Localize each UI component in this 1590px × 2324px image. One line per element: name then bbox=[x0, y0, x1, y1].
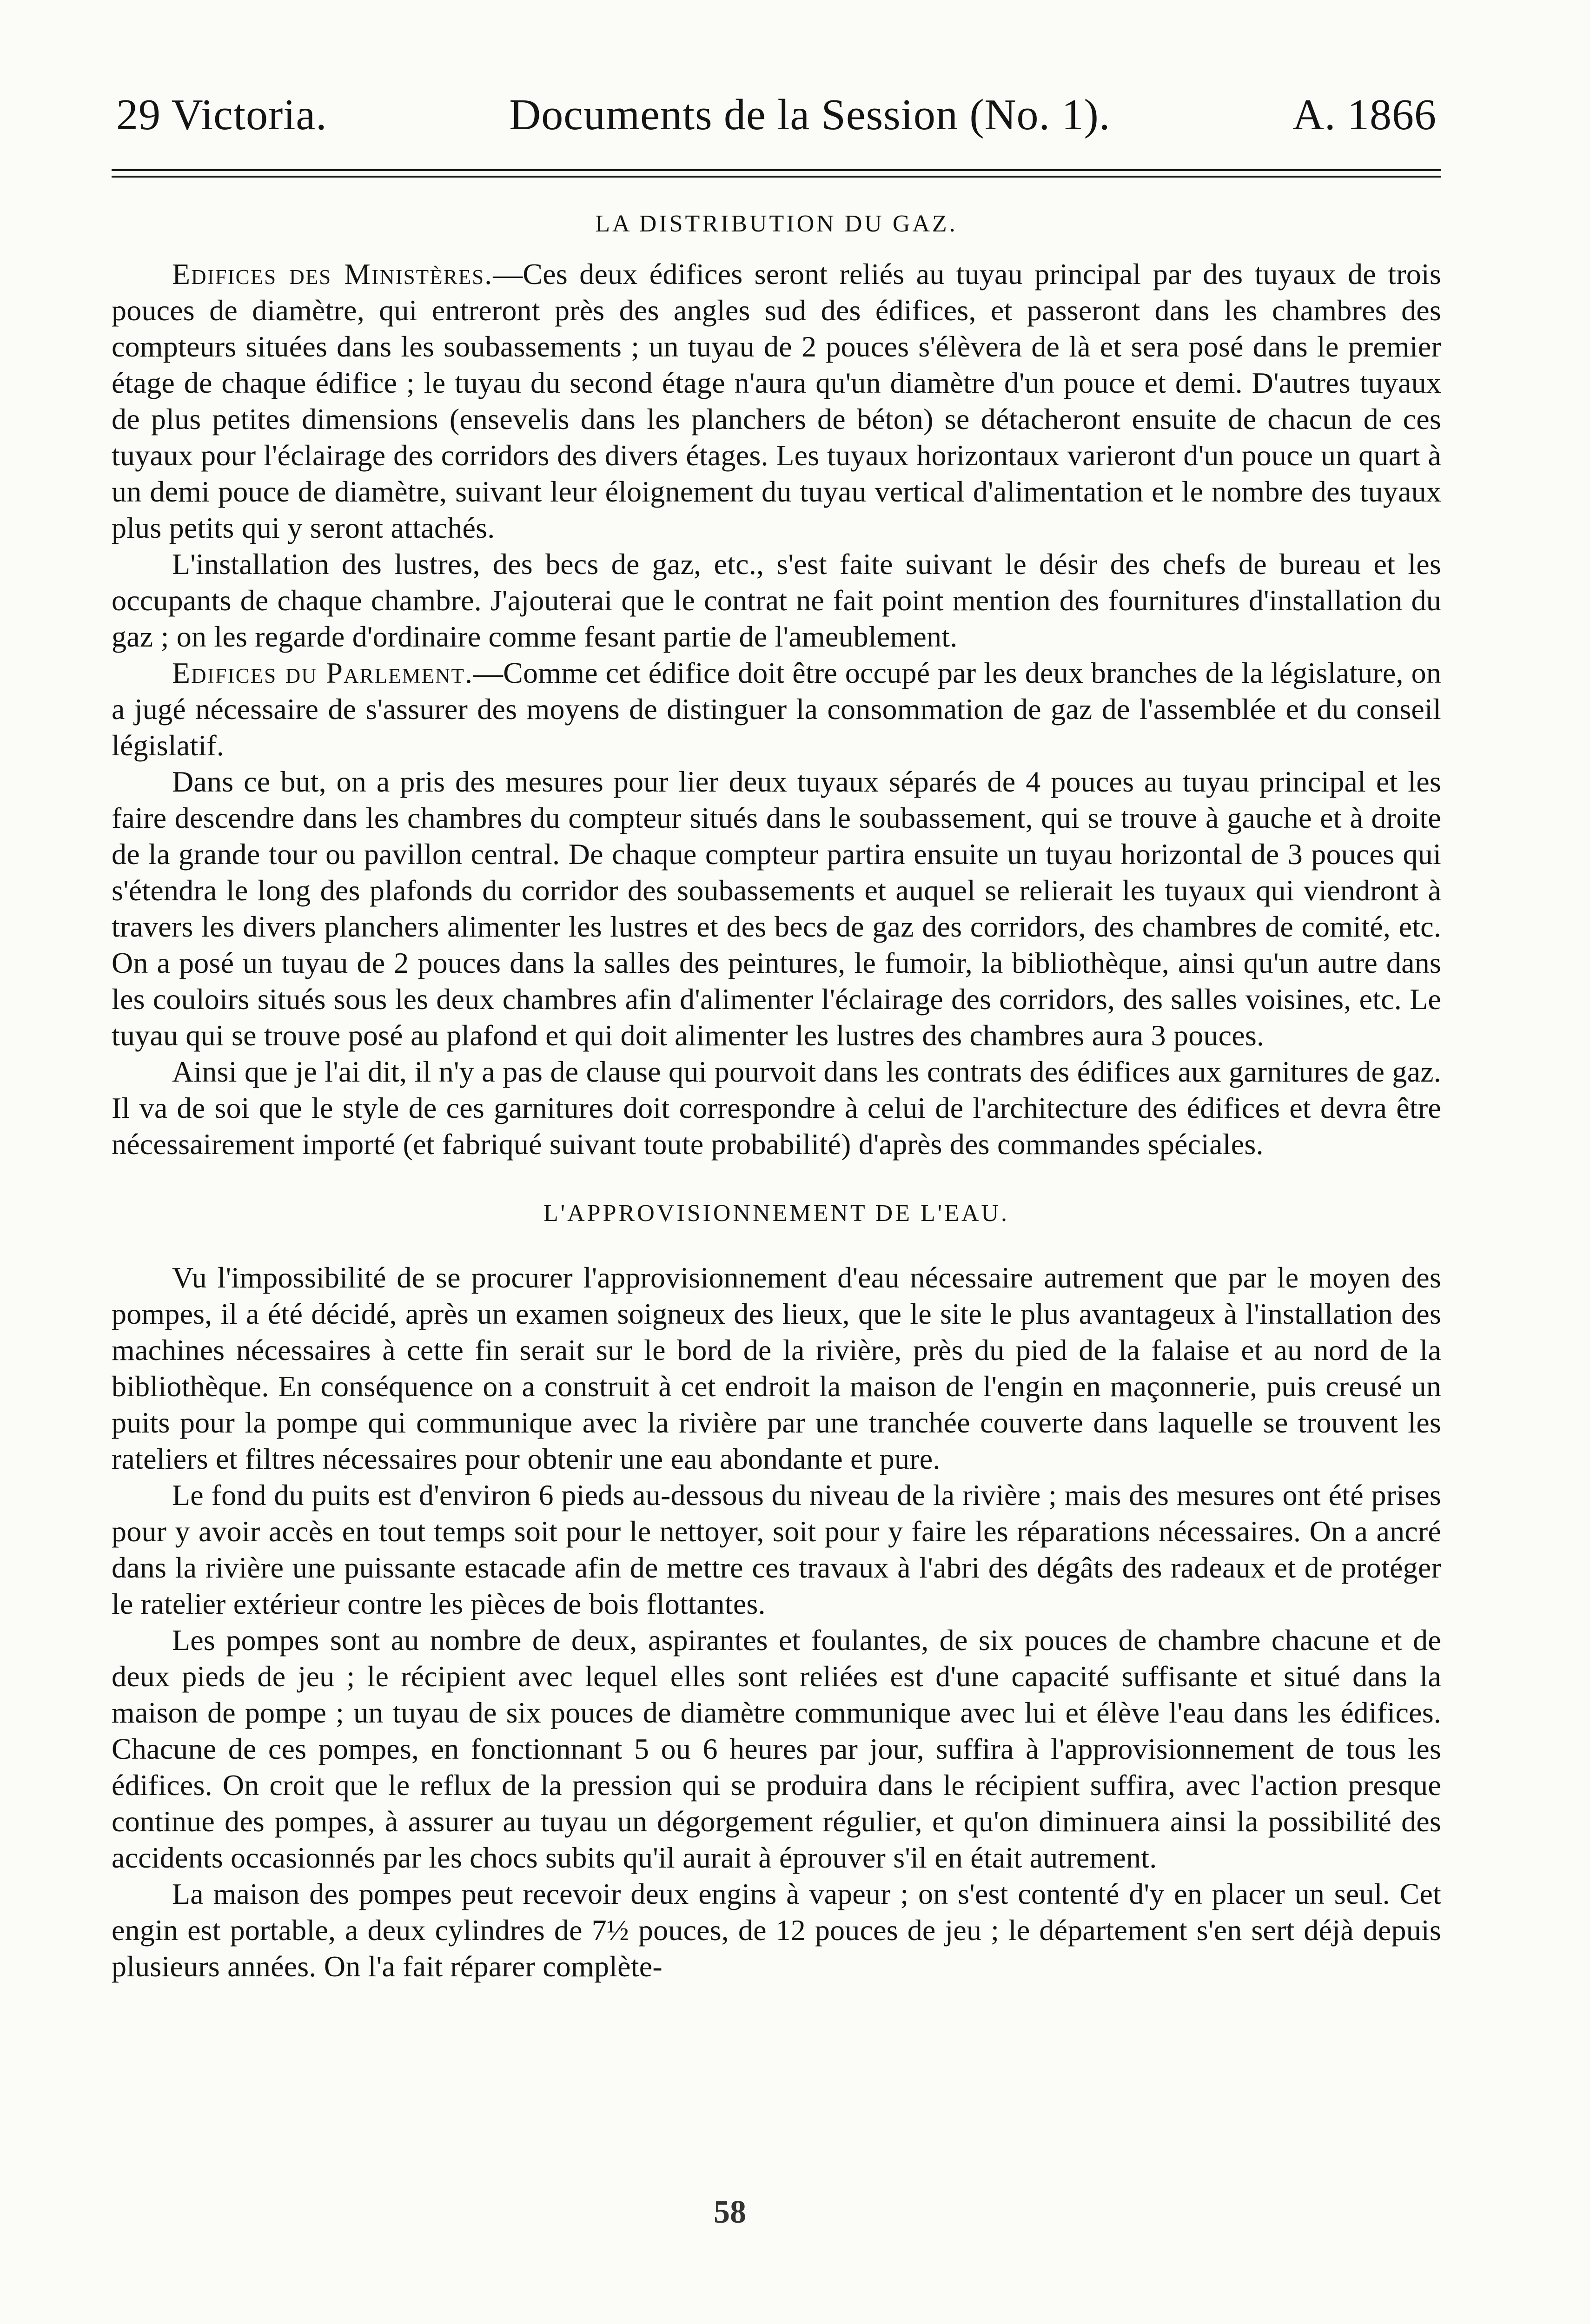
gas-paragraph: Dans ce but, on a pris des mesures pour lier deux tuyaux séparés de 4 pouces au tuyau principal et les faire descendre dans les chambres du compteur situés dans le soubassement, qui se trouve à gauche et à droite de la grande tour ou pavillon central. De chaque compteur partira ensuite un tuyau horizontal de 3 pouces qui s'étendra le long des plafonds du corridor des soubassements et auquel se relierait les tuyaux qui viendront à travers les divers planchers alimenter les lustres et des becs de gaz des corridors, des chambres de comité, etc. On a posé un tuyau de 2 pouces dans la salles des peintures, le fumoir, la bibliothèque, ainsi qu'un autre dans les couloirs situés sous les deux chambres afin d'alimenter l'éclairage des corridors, des salles voisines, etc. Le tuyau qui se trouve posé au plafond et qui doit alimenter les lustres des chambres aura 3 pouces. bbox=[112, 765, 1441, 1052]
water-paragraph: Les pompes sont au nombre de deux, aspirantes et foulantes, de six pouces de chambre chacune et de deux pieds de jeu ; le récipient avec lequel elles sont reliées est d'une capacité suffisante et situé dans la maison de pompe ; un tuyau de six pouces de diamètre communique avec lui et élève l'eau dans les édifices. Chacune de ces pompes, en fonctionnant 5 ou 6 heures par jour, suffira à l'approvisionnement de tous les édifices. On croit que le reflux de la pression qui se produira dans le récipient suffira, avec l'action presque continue des pompes, à assurer au tuyau un dégorgement régulier, et qu'on diminuera ainsi la possibilité des accidents occasionnés par les chocs subits qu'il aurait à éprouver s'il en était autrement. bbox=[112, 1624, 1441, 1874]
header-year: A. 1866 bbox=[1292, 91, 1437, 139]
gas-paragraph: L'installation des lustres, des becs de gaz, etc., s'est faite suivant le désir des chefs de bureau et les occupants de chaque chambre. J'ajouterai que le contrat ne fait point mention des fournitures d'installation du gaz ; on les regarde d'ordinaire comme fesant partie de l'ameublement. bbox=[112, 548, 1441, 653]
water-section-title: L'APPROVISIONNEMENT DE L'EAU. bbox=[543, 1200, 1009, 1227]
paragraph-body: —Comme cet édifice doit être occupé par les deux branches de la législature, on a jugé nécessaire de s'assurer des moyens de distinguer la consommation de gaz de l'assemblée et du conseil législatif. bbox=[112, 656, 1441, 762]
gas-paragraph bbox=[112, 655, 1441, 764]
header-rule bbox=[112, 169, 1441, 178]
header-title: Documents de la Session (No. 1). bbox=[509, 91, 1111, 139]
header-volume: 29 Victoria. bbox=[116, 91, 327, 139]
water-paragraph: Vu l'impossibilité de se procurer l'approvisionnement d'eau nécessaire autrement que par le moyen des pompes, il a été décidé, après un examen soigneux des lieux, que le site le plus avantageux à l'installation des machines nécessaires à cette fin serait sur le bord de la rivière, près du pied de la falaise et au nord de la bibliothèque. En conséquence on a construit à cet endroit la maison de l'engin en maçonnerie, puis creusé un puits pour la pompe qui communique avec la rivière par une tranchée couverte dans laquelle se trouvent les rateliers et filtres nécessaires pour obtenir une eau abondante et pure. bbox=[112, 1261, 1441, 1475]
gas-paragraph: Ainsi que je l'ai dit, il n'y a pas de clause qui pourvoit dans les contrats des édifices aux garnitures de gaz. Il va de soi que le style de ces garnitures doit correspondre à celui de l'architecture des édifices et devra être nécessairement importé (et fabriqué suivant toute probabilité) d'après des commandes spéciales. bbox=[112, 1055, 1441, 1161]
water-paragraph: La maison des pompes peut recevoir deux engins à vapeur ; on s'est contenté d'y en placer un seul. Cet engin est portable, a deux cylindres de 7½ pouces, de 12 pouces de jeu ; le département s'en sert déjà depuis plusieurs années. On l'a fait réparer complète- bbox=[112, 1877, 1441, 1983]
paragraph-lead: Edifices du Parlement. bbox=[172, 656, 473, 689]
page-number: 58 bbox=[714, 2194, 746, 2230]
running-header bbox=[112, 93, 1441, 137]
header-rule-line bbox=[112, 169, 1441, 171]
document-page bbox=[112, 93, 1441, 1985]
header-rule-line bbox=[112, 176, 1441, 178]
paragraph-body: —Ces deux édifices seront reliés au tuyau principal par des tuyaux de trois pouces de diamètre, qui entreront près des angles sud des édifices, et passeront dans les chambres des compteurs situées dans les soubassements ; un tuyau de 2 pouces s'élèvera de là et sera posé dans le premier étage de chaque édifice ; le tuyau du second étage n'aura qu'un diamètre d'un pouce et demi. D'autres tuyaux de plus petites dimensions (ensevelis dans les planchers de béton) se détacheront ensuite de chacun de ces tuyaux pour l'éclairage des corridors des divers étages. Les tuyaux horizontaux varieront d'un pouce un quart à un demi pouce de diamètre, suivant leur éloignement du tuyau vertical d'alimentation et le nombre des tuyaux plus petits qui y seront attachés. bbox=[112, 257, 1442, 544]
paragraph-lead: Edifices des Ministères. bbox=[172, 257, 493, 290]
water-paragraph: Le fond du puits est d'environ 6 pieds au-dessous du niveau de la rivière ; mais des mesures ont été prises pour y avoir accès en tout temps soit pour le nettoyer, soit pour y faire les réparations nécessaires. On a ancré dans la rivière une puissante estacade afin de mettre ces travaux à l'abri des dégâts des radeaux et de protéger le ratelier extérieur contre les pièces de bois flottantes. bbox=[112, 1479, 1441, 1620]
gas-paragraph bbox=[112, 256, 1441, 546]
gas-section-title: LA DISTRIBUTION DU GAZ. bbox=[595, 211, 958, 237]
